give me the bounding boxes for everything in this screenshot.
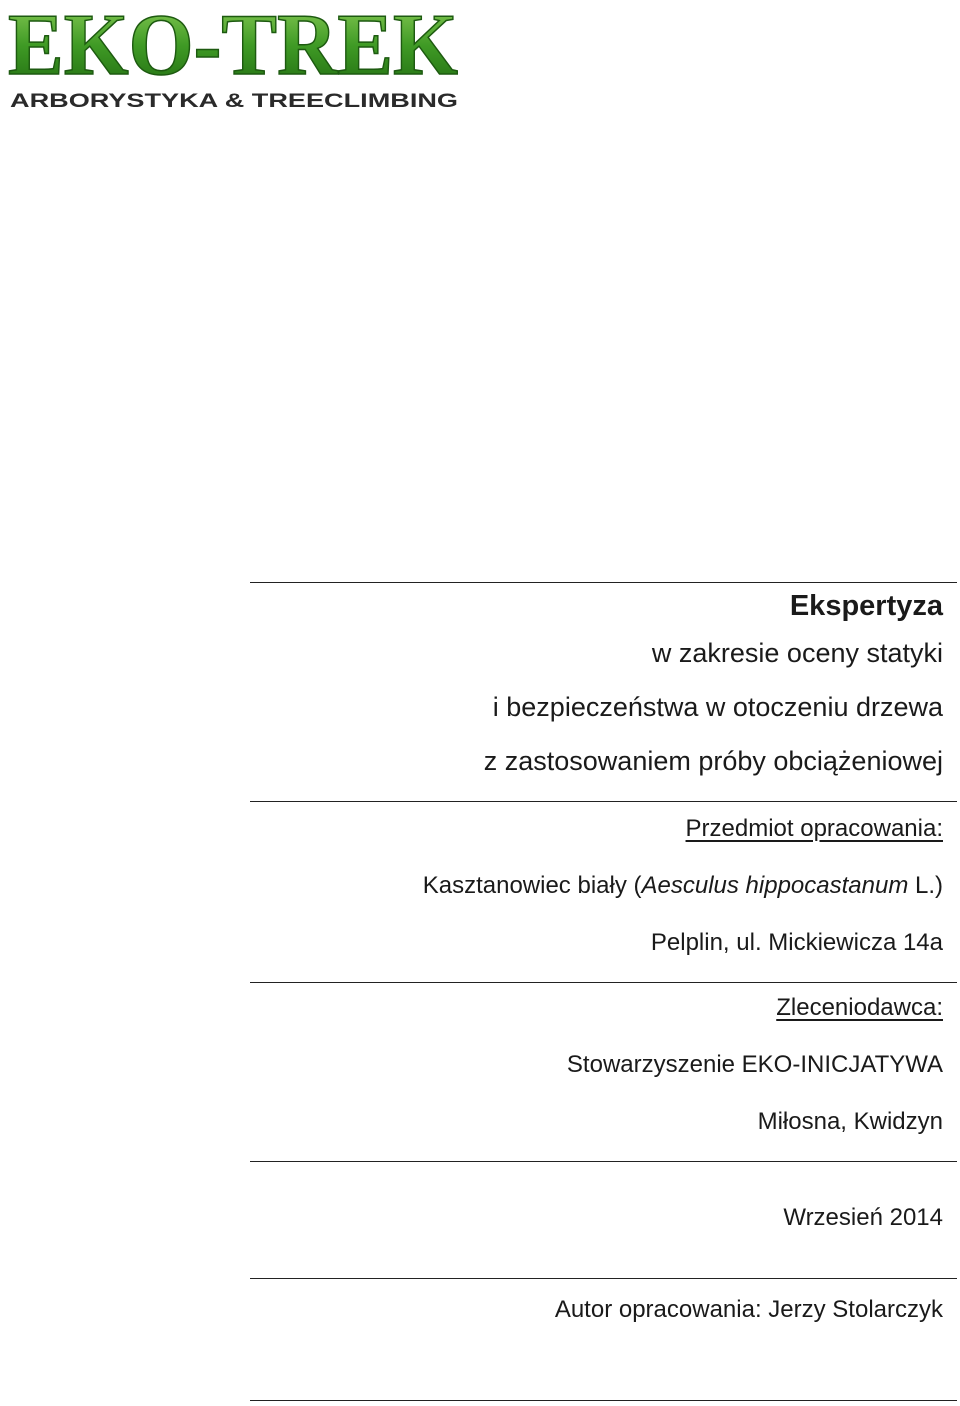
subject-tree <box>243 871 943 901</box>
rule-after-date <box>250 1278 957 1279</box>
date-block <box>243 1203 943 1233</box>
subject-block <box>243 814 943 958</box>
title-block <box>243 586 943 788</box>
subject-tree-prefix: Kasztanowiec biały ( <box>422 872 642 899</box>
rule-after-client <box>250 1161 957 1162</box>
client-label: Zleceniodawca: <box>776 994 943 1021</box>
title-line-1: w zakresie oceny statyki <box>651 638 943 668</box>
svg-text:EKO-TREK: EKO-TREK <box>8 2 458 94</box>
document-date: Wrzesień 2014 <box>783 1204 943 1231</box>
subject-tree-suffix: L.) <box>908 872 943 899</box>
rule-after-title <box>250 801 957 802</box>
client-name: Stowarzyszenie EKO-INICJATYWA <box>566 1051 943 1078</box>
eko-trek-logo <box>6 2 462 114</box>
subject-location: Pelplin, ul. Mickiewicza 14a <box>650 929 943 956</box>
document-title: Ekspertyza <box>789 590 943 622</box>
title-line-3: z zastosowaniem próby obciążeniowej <box>483 746 943 776</box>
rule-bottom <box>250 1400 957 1401</box>
svg-text:ARBORYSTYKA & TREECLIMBING: ARBORYSTYKA & TREECLIMBING <box>10 91 458 112</box>
rule-top <box>250 582 957 583</box>
title-line-2: i bezpieczeństwa w otoczeniu drzewa <box>492 692 943 722</box>
client-location: Miłosna, Kwidzyn <box>757 1108 943 1135</box>
subject-label: Przedmiot opracowania: <box>685 815 943 842</box>
author-block <box>243 1295 943 1325</box>
document-author: Autor opracowania: Jerzy Stolarczyk <box>554 1296 943 1323</box>
client-block <box>243 993 943 1137</box>
subject-tree-latin: Aesculus hippocastanum <box>641 872 909 899</box>
rule-after-subject <box>250 982 957 983</box>
